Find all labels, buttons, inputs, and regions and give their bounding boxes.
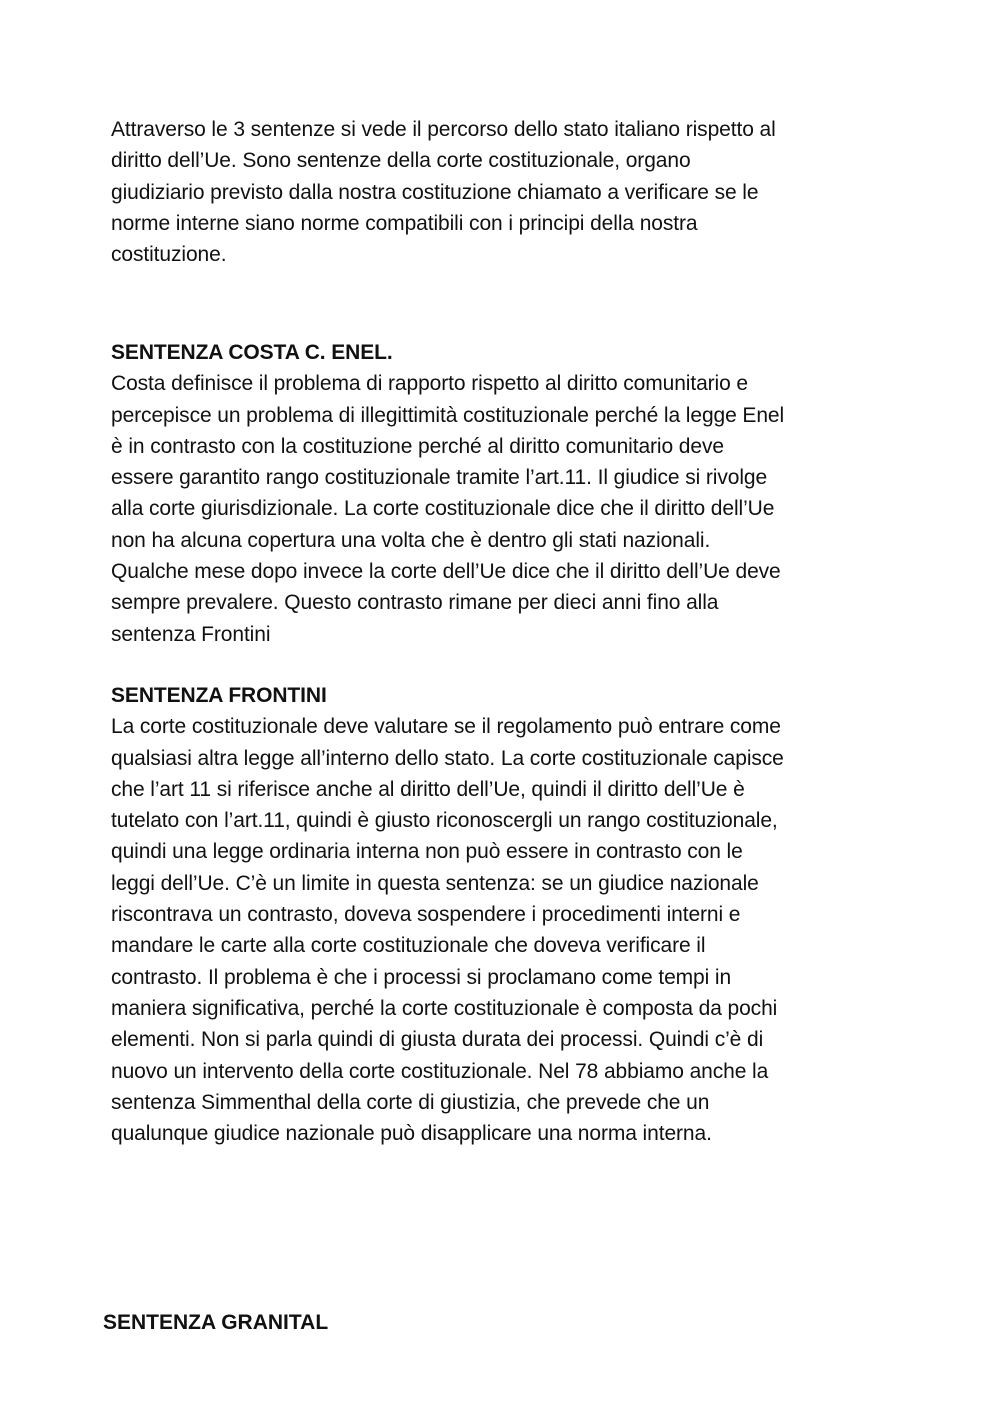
section-heading: SENTENZA COSTA C. ENEL. — [111, 341, 393, 364]
section-body: La corte costituzionale deve valutare se il regolamento può entrare come qualsiasi altra legge all’interno dello stato. La corte costituzionale capisce che l’art 11 si riferisce anche al diritto dell’Ue, quindi il diritto dell’Ue è tutelato con l’art.11, quindi è giusto riconoscergli un rango costituzionale, quindi una legge ordinaria interna non può essere in contrasto con le leggi dell’Ue. C’è un limite in questa sentenza: se un giudice nazionale riscontrava un contrasto, doveva sospendere i procedimenti interni e mandare le carte alla corte costituzionale che doveva verificare il contrasto. Il problema è che i processi si proclamano come tempi in maniera significativa, perché la corte costituzionale è composta da pochi elementi. Non si parla quindi di giusta durata dei processi. Quindi c’è di nuovo un intervento della corte costituzionale. Nel 78 abbiamo anche la sentenza Simmenthal della corte di giustizia, che prevede che un qualunque giudice nazionale può disapplicare una norma interna. — [111, 715, 784, 1146]
intro-paragraph: Attraverso le 3 sentenze si vede il percorso dello stato italiano rispetto al diritto dell’Ue. Sono sentenze della corte costituzionale, organo giudiziario previsto dalla nostra costituzione chiamato a verificare se le norme interne siano norme compatibili con i principi della nostra costituzione. — [111, 118, 776, 267]
section-heading: SENTENZA FRONTINI — [111, 684, 327, 707]
section-body: Costa definisce il problema di rapporto rispetto al diritto comunitario e percepisce un problema di illegittimità costituzionale perché la legge Enel è in contrasto con la costituzione perché al diritto comunitario deve essere garantito rango costituzionale tramite l’art.11. Il giudice si rivolge alla corte giurisdizionale. La corte costituzionale dice che il diritto dell’Ue non ha alcuna copertura una volta che è dentro gli stati nazionali. Qualche mese dopo invece la corte dell’Ue dice che il diritto dell’Ue deve sempre prevalere. Questo contrasto rimane per dieci anni fino alla sentenza Frontini — [111, 372, 785, 646]
section-costa-enel — [111, 337, 901, 650]
section-heading-granital: SENTENZA GRANITAL — [103, 1311, 329, 1334]
section-frontini — [111, 680, 901, 1149]
intro-section — [111, 114, 901, 270]
